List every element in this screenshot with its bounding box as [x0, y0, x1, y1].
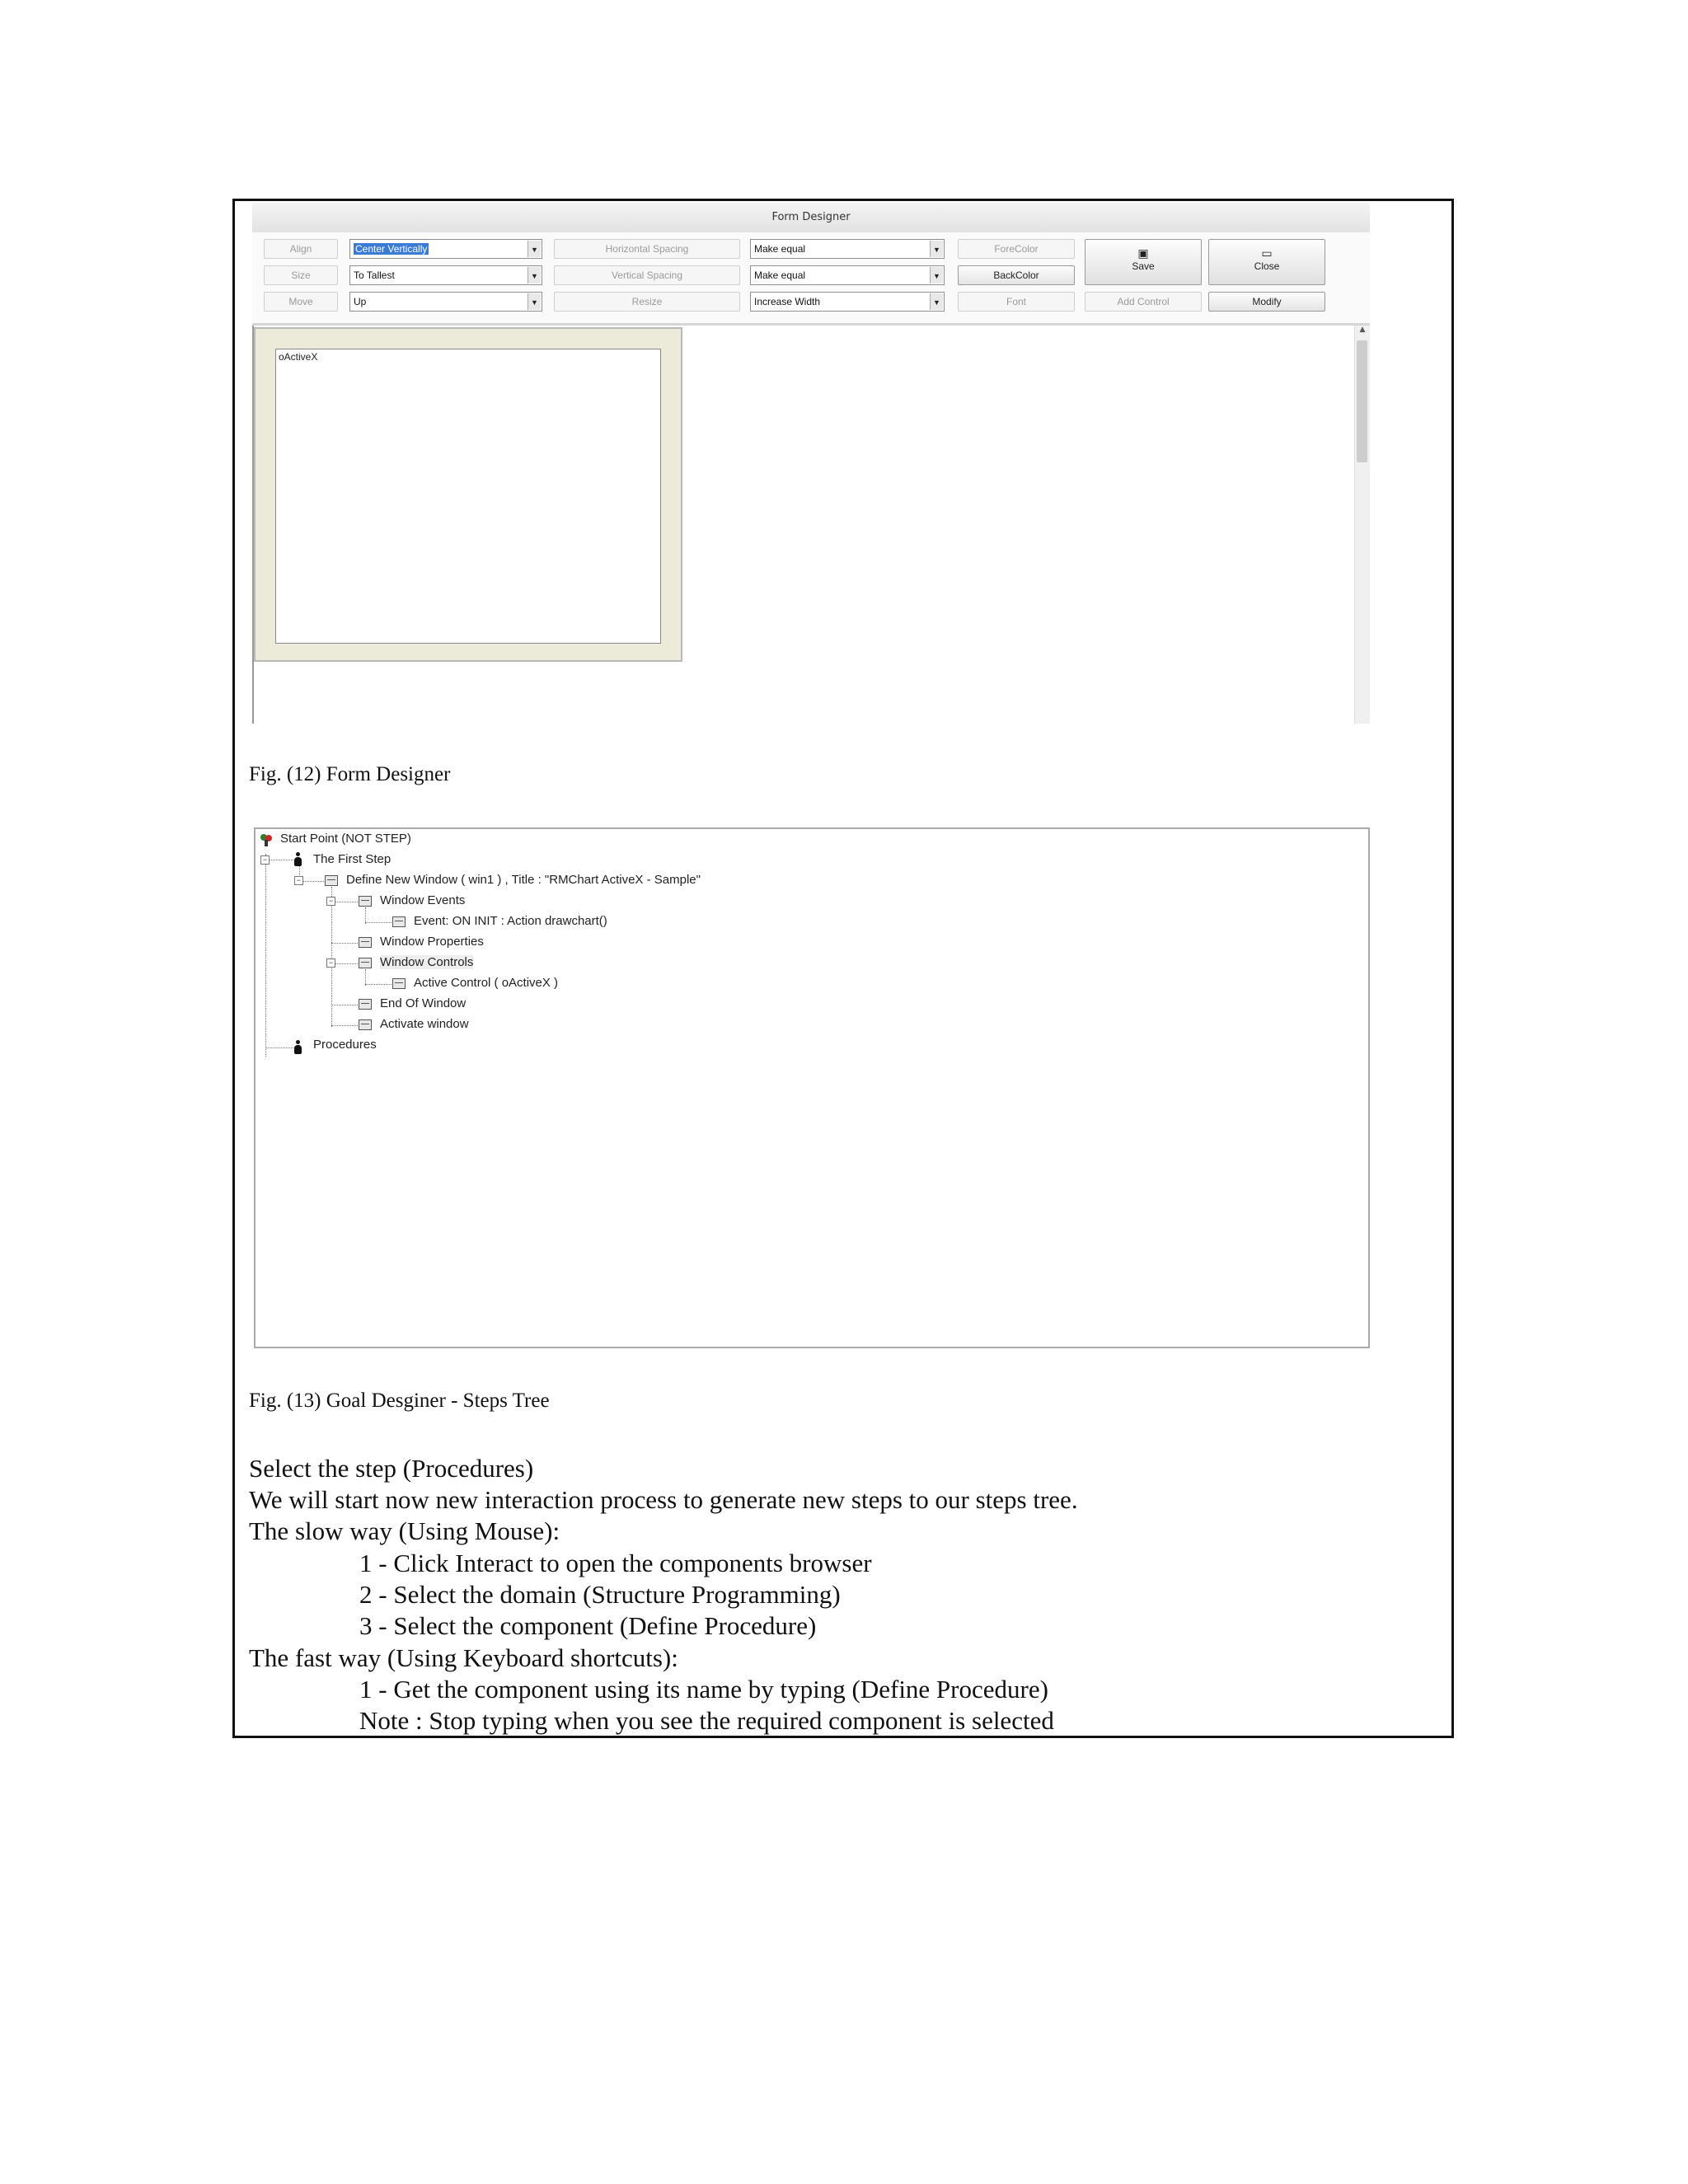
tree-node-window-events[interactable]: Window Events [380, 893, 466, 907]
tree-node-end-of-window[interactable]: End Of Window [380, 996, 467, 1010]
tree-node-event-on-init[interactable]: Event: ON INIT : Action drawchart() [414, 914, 607, 928]
design-canvas [252, 326, 1370, 724]
start-point-icon [259, 832, 274, 847]
tree-node-activate-window[interactable]: Activate window [380, 1017, 469, 1031]
text-line: We will start now new interaction process to generate new steps to our steps tree. [249, 1485, 1078, 1514]
tree-connector [265, 860, 293, 861]
vertical-spacing-combo-value: Make equal [754, 269, 806, 281]
horizontal-spacing-combo[interactable] [750, 239, 945, 259]
figure-13-caption: Fig. (13) Goal Desginer - Steps Tree [249, 1390, 550, 1412]
size-combo[interactable] [349, 265, 542, 285]
vertical-spacing-combo[interactable] [750, 265, 945, 285]
steps-tree [254, 827, 1370, 1348]
forecolor-button[interactable]: ForeColor [958, 239, 1075, 259]
collapse-toggle[interactable]: − [294, 876, 303, 885]
align-combo[interactable] [349, 239, 542, 259]
collapse-toggle[interactable]: − [326, 958, 335, 968]
move-combo-value: Up [354, 296, 367, 307]
step-person-icon [293, 1040, 302, 1054]
tree-connector [331, 963, 359, 965]
tree-connector [365, 907, 367, 924]
text-line: The slow way (Using Mouse): [249, 1516, 560, 1545]
vertical-scrollbar[interactable] [1354, 326, 1370, 724]
chevron-down-icon[interactable]: ▼ [528, 293, 541, 310]
tree-node-procedures[interactable]: Procedures [313, 1038, 377, 1052]
tree-connector [365, 922, 393, 924]
chevron-down-icon[interactable]: ▼ [528, 241, 541, 257]
activex-control[interactable] [275, 349, 661, 644]
tree-node-start-point[interactable]: Start Point (NOT STEP) [280, 832, 411, 846]
tree-connector [331, 902, 359, 903]
activex-control-name: oActiveX [279, 351, 318, 363]
step-icon [359, 958, 372, 968]
size-button[interactable]: Size [264, 265, 338, 285]
step-icon [392, 916, 406, 927]
step-icon [392, 978, 406, 989]
align-combo-value: Center Vertically [355, 243, 428, 255]
save-button[interactable] [1085, 239, 1202, 285]
figure-12-caption: Fig. (12) Form Designer [249, 763, 451, 785]
collapse-toggle[interactable]: − [260, 855, 270, 865]
text-line: The fast way (Using Keyboard shortcuts): [249, 1643, 678, 1672]
text-line: Select the step (Procedures) [249, 1454, 534, 1483]
chevron-down-icon[interactable]: ▼ [930, 293, 943, 310]
vertical-spacing-button[interactable]: Vertical Spacing [554, 265, 740, 285]
close-button[interactable] [1208, 239, 1325, 285]
size-combo-value: To Tallest [354, 269, 395, 281]
collapse-toggle[interactable]: − [326, 897, 335, 906]
tree-node-window-controls[interactable]: Window Controls [380, 955, 474, 969]
move-button[interactable]: Move [264, 292, 338, 312]
folder-icon: ▭ [1261, 246, 1273, 260]
horizontal-spacing-combo-value: Make equal [754, 243, 806, 255]
scrollbar-thumb[interactable] [1357, 340, 1367, 462]
add-control-button[interactable]: Add Control [1085, 292, 1202, 312]
font-button[interactable]: Font [958, 292, 1075, 312]
tree-connector [365, 984, 393, 986]
resize-combo-value: Increase Width [754, 296, 821, 307]
move-combo[interactable] [349, 292, 542, 312]
horizontal-spacing-button[interactable]: Horizontal Spacing [554, 239, 740, 259]
step-person-icon [293, 852, 302, 866]
close-label: Close [1254, 260, 1280, 272]
chevron-down-icon[interactable]: ▼ [528, 267, 541, 284]
tree-connector [331, 943, 359, 944]
text-line: 1 - Click Interact to open the components browser [359, 1549, 872, 1577]
floppy-disk-icon: ▣ [1137, 246, 1149, 260]
tree-node-window-properties[interactable]: Window Properties [380, 935, 484, 949]
chevron-down-icon[interactable]: ▼ [930, 241, 943, 257]
chevron-down-icon[interactable]: ▼ [930, 267, 943, 284]
modify-button[interactable]: Modify [1208, 292, 1325, 312]
text-line: Note : Stop typing when you see the required component is selected [359, 1706, 1054, 1735]
tree-connector [265, 854, 267, 1057]
tree-connector [365, 969, 367, 986]
step-icon [359, 896, 372, 907]
text-line: 3 - Select the component (Define Procedure) [359, 1611, 817, 1640]
resize-button[interactable]: Resize [554, 292, 740, 312]
tree-connector [265, 1047, 293, 1049]
tree-node-active-control[interactable]: Active Control ( oActiveX ) [414, 976, 559, 990]
step-icon [359, 937, 372, 948]
form-designer-window [252, 203, 1370, 724]
tree-connector [331, 1005, 359, 1006]
text-line: 1 - Get the component using its name by typing (Define Procedure) [359, 1675, 1048, 1704]
tree-connector [331, 1025, 359, 1027]
step-icon [325, 875, 338, 886]
tree-node-first-step[interactable]: The First Step [313, 852, 392, 866]
designed-form[interactable] [254, 327, 682, 662]
step-icon [359, 999, 372, 1010]
resize-combo[interactable] [750, 292, 945, 312]
scroll-up-icon[interactable]: ▲ [1359, 326, 1366, 334]
backcolor-button[interactable]: BackColor [958, 265, 1075, 285]
save-label: Save [1132, 260, 1155, 272]
form-designer-toolbar [252, 232, 1370, 326]
step-icon [359, 1019, 372, 1030]
align-button[interactable]: Align [264, 239, 338, 259]
tree-node-define-window[interactable]: Define New Window ( win1 ) , Title : "RMChart ActiveX - Sample" [346, 873, 701, 887]
text-line: 2 - Select the domain (Structure Programming) [359, 1580, 841, 1609]
form-designer-title: Form Designer [252, 203, 1370, 234]
